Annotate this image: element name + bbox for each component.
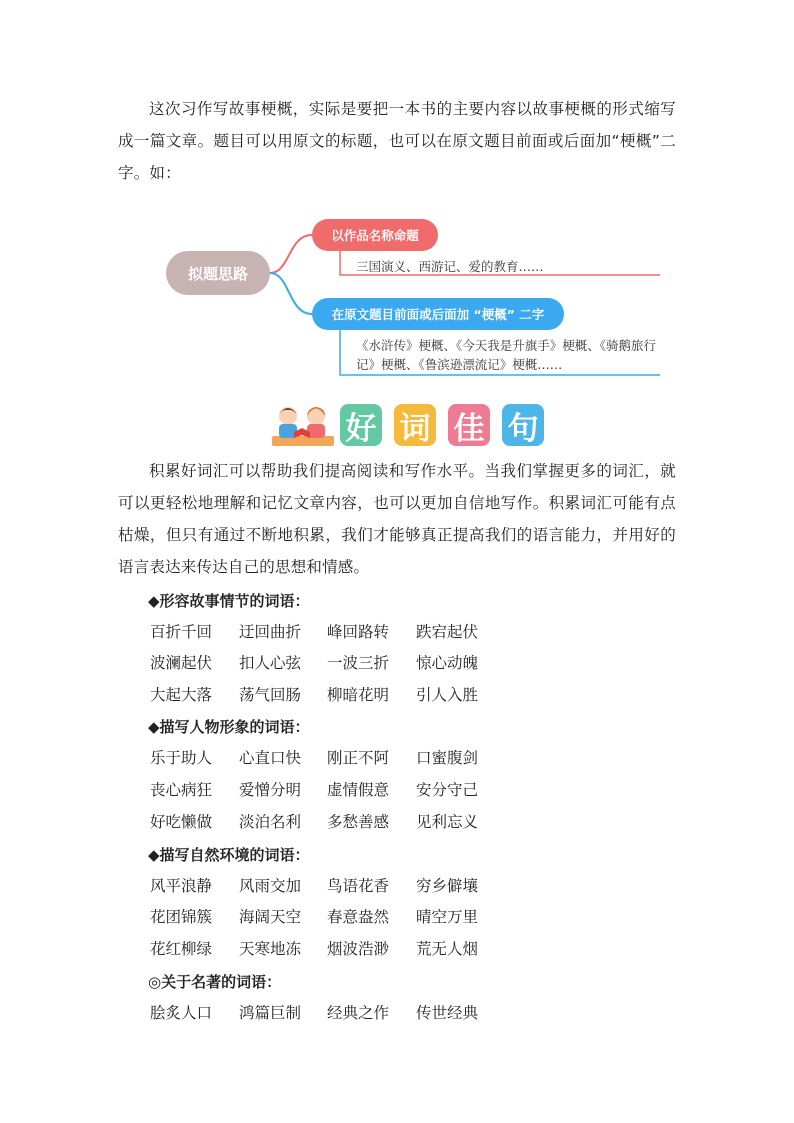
word-item: 春意盎然 <box>327 908 390 926</box>
word-item: 一波三折 <box>327 654 390 672</box>
word-item: 海阔天空 <box>239 908 302 926</box>
word-item: 荒无人烟 <box>416 940 479 958</box>
mind-map <box>160 215 660 380</box>
word-item: 安分守己 <box>416 781 479 799</box>
word-item: 波澜起伏 <box>150 654 213 672</box>
word-item: 荡气回肠 <box>239 686 302 704</box>
word-item: 鸟语花香 <box>327 877 390 895</box>
section-title-environment: ◆描写自然环境的词语： <box>148 846 310 864</box>
word-item: 鸿篇巨制 <box>239 1004 302 1022</box>
word-item: 刚正不阿 <box>327 749 390 767</box>
mind-map-branch-1-detail: 三国演义、西游记、爱的教育…… <box>356 259 544 274</box>
word-item: 花红柳绿 <box>150 940 213 958</box>
word-item: 脍炙人口 <box>150 1004 213 1022</box>
word-item: 风雨交加 <box>239 877 302 895</box>
word-item: 穷乡僻壤 <box>416 877 479 895</box>
word-item: 花团锦簇 <box>150 908 213 926</box>
mind-map-root: 拟题思路 <box>166 251 270 295</box>
section-banner <box>270 400 550 450</box>
intro-paragraph: 这次习作写故事梗概，实际是要把一本书的主要内容以故事梗概的形式缩写成一篇文章。题目可以用原文的标题，也可以在原文题目前面或后面加“梗概”二字。如： <box>118 100 676 182</box>
word-item: 虚情假意 <box>327 781 390 799</box>
word-item: 引人入胜 <box>416 686 479 704</box>
word-item: 乐于助人 <box>150 749 213 767</box>
word-item: 见利忘义 <box>416 813 479 831</box>
word-item: 百折千回 <box>150 623 213 641</box>
section-title-plot: ◆形容故事情节的词语： <box>148 592 310 610</box>
mind-map-branch-2-detail: 《水浒传》梗概、《今天我是升旗手》梗概、《骑鹅旅行记》梗概、《鲁滨逊漂流记》梗概…… <box>356 338 657 372</box>
mind-map-branch-2: 在原文题目前面或后面加 “梗概” 二字 <box>312 298 564 330</box>
word-item: 心直口快 <box>239 749 302 767</box>
children-reading-icon <box>270 402 336 448</box>
body-paragraph: 积累好词汇可以帮助我们提高阅读和写作水平。当我们掌握更多的词汇，就可以更轻松地理解和记忆文章内容，也可以更加自信地写作。积累词汇可能有点枯燥，但只有通过不断地积累，我们才能够真正提高我们的语言能力，并用好的语言表达来传达自己的思想和情感。 <box>118 462 676 576</box>
word-item: 口蜜腹剑 <box>416 749 479 767</box>
word-item: 大起大落 <box>150 686 213 704</box>
section-title-character: ◆描写人物形象的词语： <box>148 718 310 736</box>
banner-char-3: 佳 <box>448 404 490 446</box>
word-item: 扣人心弦 <box>239 654 302 672</box>
mind-map-branch-1: 以作品名称命题 <box>312 219 438 251</box>
word-item: 丧心病狂 <box>150 781 213 799</box>
banner-char-4: 句 <box>502 404 544 446</box>
word-item: 多愁善感 <box>327 813 390 831</box>
banner-char-1: 好 <box>340 404 382 446</box>
word-item: 烟波浩渺 <box>327 940 390 958</box>
word-item: 跌宕起伏 <box>416 623 479 641</box>
word-item: 惊心动魄 <box>416 654 479 672</box>
word-item: 迂回曲折 <box>239 623 302 641</box>
word-item: 晴空万里 <box>416 908 479 926</box>
word-item: 风平浪静 <box>150 877 213 895</box>
word-item: 淡泊名利 <box>239 813 302 831</box>
word-item: 爱憎分明 <box>239 781 302 799</box>
word-item: 好吃懒做 <box>150 813 213 831</box>
word-item: 天寒地冻 <box>239 940 302 958</box>
word-item: 经典之作 <box>327 1004 390 1022</box>
banner-char-2: 词 <box>394 404 436 446</box>
word-item: 传世经典 <box>416 1004 479 1022</box>
word-item: 峰回路转 <box>327 623 390 641</box>
section-title-classics: ◎关于名著的词语： <box>148 973 282 991</box>
word-item: 柳暗花明 <box>327 686 390 704</box>
